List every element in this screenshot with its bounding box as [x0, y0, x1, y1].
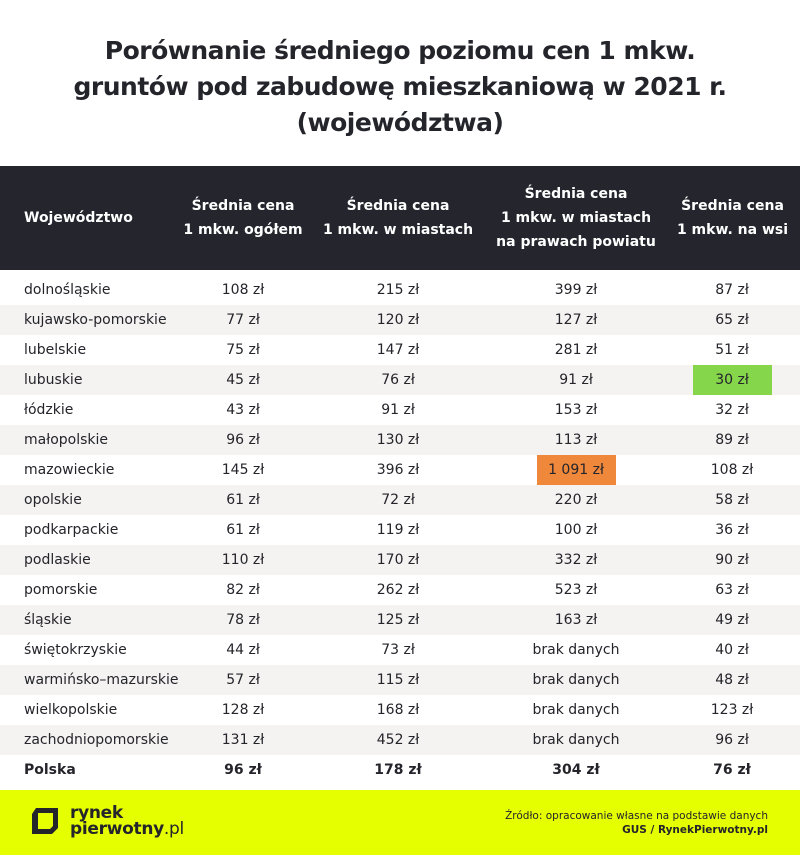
table-header	[0, 166, 800, 270]
price-ogolem: 145 zł	[221, 462, 265, 478]
price-miasta: 147 zł	[376, 342, 420, 358]
table-row	[0, 605, 800, 635]
price-wies: 76 zł	[713, 762, 751, 778]
min-value-badge: 30 zł	[693, 365, 772, 395]
price-miasta: 262 zł	[376, 582, 420, 598]
table-row	[0, 275, 800, 305]
region-name: mazowieckie	[24, 462, 115, 478]
table-row	[0, 725, 800, 755]
price-miasta: 125 zł	[376, 612, 420, 628]
title-line-2: gruntów pod zabudowę mieszkaniową w 2021 r.	[73, 72, 727, 101]
price-miasta: 120 zł	[376, 312, 420, 328]
region-name: świętokrzyskie	[24, 642, 127, 658]
brand-logo	[30, 805, 184, 837]
price-miasta-npp: 304 zł	[552, 762, 600, 778]
price-miasta: 91 zł	[381, 402, 415, 418]
price-ogolem: 96 zł	[226, 432, 260, 448]
price-miasta-npp: 281 zł	[554, 342, 598, 358]
column-header-wojewodztwo: Województwo	[24, 210, 133, 226]
source-line-1: Źródło: opracowanie własne na podstawie danych	[505, 810, 768, 822]
price-miasta-npp: brak danych	[532, 702, 620, 718]
price-wies: 63 zł	[715, 582, 749, 598]
price-miasta-npp: brak danych	[532, 732, 620, 748]
price-miasta: 452 zł	[376, 732, 420, 748]
logo-wordmark: rynek pierwotny.pl	[70, 803, 184, 839]
price-ogolem: 43 zł	[226, 402, 260, 418]
price-miasta: 130 zł	[376, 432, 420, 448]
column-header-wies: Średnia cena 1 mkw. na wsi	[676, 198, 789, 238]
region-name: opolskie	[24, 492, 82, 508]
source-line-2: GUS / RynekPierwotny.pl	[622, 824, 768, 836]
price-wies: 40 zł	[715, 642, 749, 658]
price-wies: 32 zł	[715, 402, 749, 418]
price-miasta: 72 zł	[381, 492, 415, 508]
table-row	[0, 335, 800, 365]
region-name: kujawsko-pomorskie	[24, 312, 167, 328]
price-miasta: 178 zł	[374, 762, 422, 778]
price-miasta-npp-max-highlight	[496, 455, 656, 485]
price-wies: 49 zł	[715, 612, 749, 628]
region-name: wielkopolskie	[24, 702, 118, 718]
price-miasta: 396 zł	[376, 462, 420, 478]
price-miasta-npp: 399 zł	[554, 282, 598, 298]
price-wies: 89 zł	[715, 432, 749, 448]
table-body	[0, 275, 800, 785]
region-name: śląskie	[24, 612, 72, 628]
price-wies: 58 zł	[715, 492, 749, 508]
price-miasta-npp: 153 zł	[554, 402, 598, 418]
price-miasta-npp: 91 zł	[559, 372, 593, 388]
price-wies: 87 zł	[715, 282, 749, 298]
price-wies: 123 zł	[710, 702, 754, 718]
column-header-ogolem: Średnia cena 1 mkw. ogółem	[183, 198, 303, 238]
table-row	[0, 665, 800, 695]
price-wies-min-highlight	[672, 365, 792, 395]
region-name: lubelskie	[24, 342, 87, 358]
table-row	[0, 365, 800, 395]
price-ogolem: 44 zł	[226, 642, 260, 658]
price-miasta-npp: brak danych	[532, 672, 620, 688]
region-name: podkarpackie	[24, 522, 119, 538]
price-wies: 51 zł	[715, 342, 749, 358]
region-name: Polska	[24, 762, 76, 778]
price-miasta: 76 zł	[381, 372, 415, 388]
price-miasta-npp: 113 zł	[554, 432, 598, 448]
price-miasta-npp: 220 zł	[554, 492, 598, 508]
title-line-1: Porównanie średniego poziomu cen 1 mkw.	[104, 36, 696, 65]
column-header-miasta: Średnia cena 1 mkw. w miastach	[322, 198, 474, 238]
table-row	[0, 305, 800, 335]
price-ogolem: 131 zł	[221, 732, 265, 748]
price-miasta-npp: 332 zł	[554, 552, 598, 568]
price-ogolem: 82 zł	[226, 582, 260, 598]
price-miasta: 73 zł	[381, 642, 415, 658]
rynekpierwotny-logo-icon	[30, 806, 60, 836]
price-ogolem: 78 zł	[226, 612, 260, 628]
price-wies: 90 zł	[715, 552, 749, 568]
table-row	[0, 545, 800, 575]
price-miasta: 170 zł	[376, 552, 420, 568]
column-header-miasta-npp: Średnia cena 1 mkw. w miastach na prawach powiatu	[496, 186, 656, 250]
price-miasta: 115 zł	[376, 672, 420, 688]
price-wies: 96 zł	[715, 732, 749, 748]
region-name: dolnośląskie	[24, 282, 111, 298]
table-row	[0, 515, 800, 545]
price-ogolem: 128 zł	[221, 702, 265, 718]
region-name: warmińsko–mazurskie	[24, 672, 179, 688]
table-row	[0, 455, 800, 485]
price-ogolem: 96 zł	[224, 762, 262, 778]
price-miasta-npp: 163 zł	[554, 612, 598, 628]
price-miasta-npp: 100 zł	[554, 522, 598, 538]
table-row-total	[0, 755, 800, 785]
price-ogolem: 57 zł	[226, 672, 260, 688]
region-name: zachodniopomorskie	[24, 732, 169, 748]
price-miasta-npp: 523 zł	[554, 582, 598, 598]
table-row	[0, 485, 800, 515]
page-title	[0, 33, 800, 141]
region-name: małopolskie	[24, 432, 109, 448]
table-row	[0, 635, 800, 665]
table-row	[0, 395, 800, 425]
footer	[0, 790, 800, 855]
price-miasta-npp: 127 zł	[554, 312, 598, 328]
price-miasta: 215 zł	[376, 282, 420, 298]
region-name: łódzkie	[24, 402, 74, 418]
price-miasta-npp: brak danych	[532, 642, 620, 658]
table-row	[0, 575, 800, 605]
table-row	[0, 425, 800, 455]
region-name: lubuskie	[24, 372, 83, 388]
price-ogolem: 61 zł	[226, 492, 260, 508]
region-name: pomorskie	[24, 582, 98, 598]
price-ogolem: 108 zł	[221, 282, 265, 298]
price-wies: 36 zł	[715, 522, 749, 538]
price-ogolem: 45 zł	[226, 372, 260, 388]
price-miasta: 119 zł	[376, 522, 420, 538]
price-ogolem: 61 zł	[226, 522, 260, 538]
max-value-badge: 1 091 zł	[537, 455, 616, 485]
price-wies: 108 zł	[710, 462, 754, 478]
title-line-3: (województwa)	[296, 108, 504, 137]
table-row	[0, 695, 800, 725]
price-ogolem: 110 zł	[221, 552, 265, 568]
price-ogolem: 77 zł	[226, 312, 260, 328]
title-section	[0, 0, 800, 165]
price-wies: 65 zł	[715, 312, 749, 328]
price-miasta: 168 zł	[376, 702, 420, 718]
source-note	[505, 809, 768, 837]
price-wies: 48 zł	[715, 672, 749, 688]
region-name: podlaskie	[24, 552, 91, 568]
price-ogolem: 75 zł	[226, 342, 260, 358]
